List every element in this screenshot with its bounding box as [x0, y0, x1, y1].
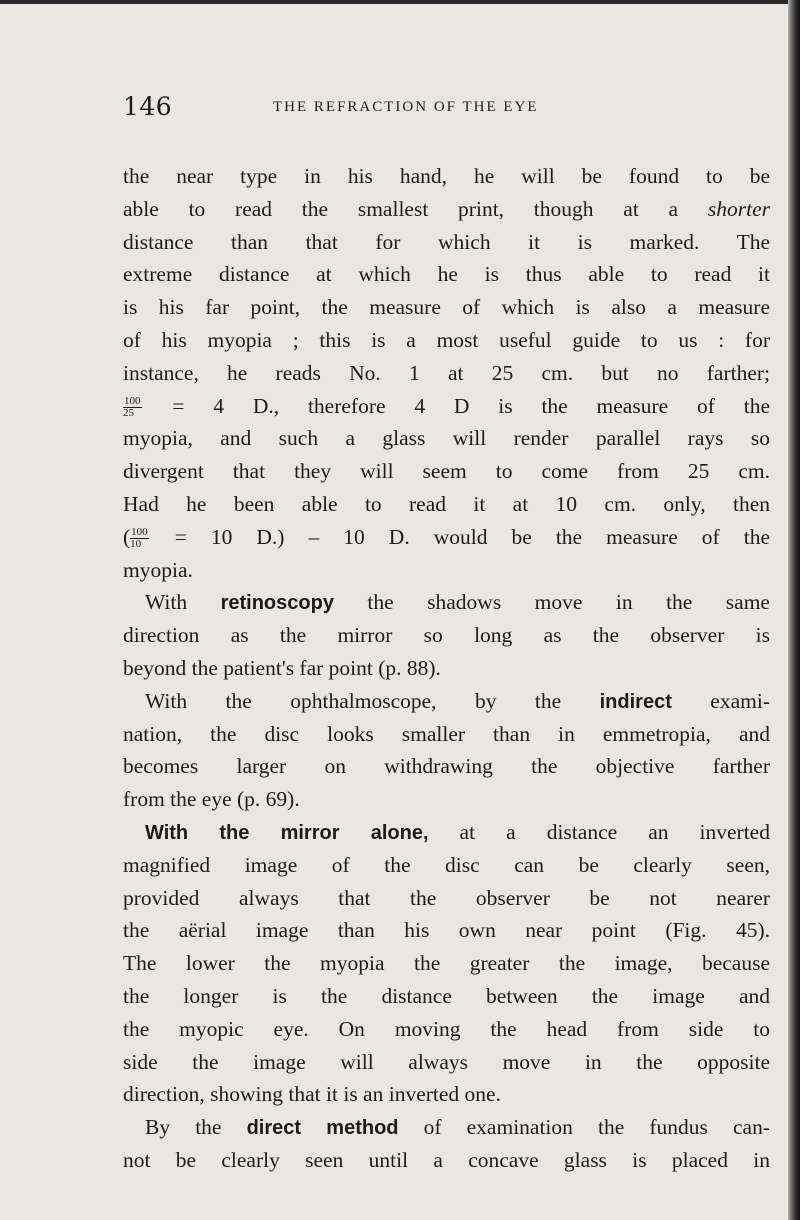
text-line: direction as the mirror so long as the observer is	[123, 623, 770, 648]
text-line: With the mirror alone, at a distance an inverted	[145, 819, 770, 844]
text-line: the near type in his hand, he will be found to be	[123, 164, 770, 188]
text-line: nation, the disc looks smaller than in emmetropia, and	[123, 721, 770, 746]
fraction-numerator: 100	[124, 394, 141, 407]
text-line: not be clearly seen until a concave glass is placed in	[123, 1147, 770, 1172]
text-line: the longer is the distance between the image and	[123, 983, 770, 1008]
text-line: distance than that for which it is marked. The	[123, 229, 770, 254]
body-text	[123, 160, 770, 1177]
text-line: from the eye (p. 69).	[123, 787, 300, 812]
text-line: becomes larger on withdrawing the objective farther	[123, 754, 770, 779]
bold-term: indirect	[599, 690, 672, 713]
running-head: THE REFRACTION OF THE EYE	[273, 99, 539, 115]
fraction	[123, 396, 142, 419]
text-line: myopia.	[123, 557, 193, 582]
text-line: instance, he reads No. 1 at 25 cm. but no farther;	[123, 360, 770, 385]
text-line: is his far point, the measure of which is also a measure	[123, 295, 770, 320]
text-line: Had he been able to read it at 10 cm. only, then	[123, 491, 770, 516]
text-line: side the image will always move in the opposite	[123, 1049, 770, 1074]
fraction	[130, 527, 149, 550]
text-line: myopia, and such a glass will render parallel rays so	[123, 426, 770, 451]
fraction-denominator: 10	[130, 537, 142, 550]
top-rule	[0, 0, 792, 4]
text-line: beyond the patient's far point (p. 88).	[123, 655, 441, 680]
fraction-denominator: 25	[123, 406, 134, 419]
text-line: extreme distance at which he is thus able to read it	[123, 262, 770, 287]
text-line: able to read the smallest print, though at a shorter	[123, 196, 770, 221]
text-line: ( $\frac{100}{10}$ = 10 D.) – 10 D. would be the measure of the	[123, 524, 770, 550]
text-line: With retinoscopy the shadows move in the same	[145, 590, 770, 615]
text-line: magnified image of the disc can be clearly seen,	[123, 852, 770, 877]
text-line: provided always that the observer be not nearer	[123, 885, 770, 910]
text-line: By the direct method of examination the fundus can-	[145, 1115, 770, 1140]
emphasis: shorter	[707, 196, 770, 221]
bold-term: retinoscopy	[220, 592, 334, 615]
text-line: The lower the myopia the greater the image, because	[123, 951, 770, 976]
text-line: direction, showing that it is an inverted one.	[123, 1082, 501, 1107]
bold-term: With the mirror alone,	[145, 821, 429, 844]
text-line: With the ophthalmoscope, by the indirect exami-	[145, 688, 770, 713]
page-header	[123, 92, 763, 132]
text-line: $\frac{100}{25}$ = 4 D., therefore 4 D is the measure of the	[123, 393, 770, 419]
page-number: 146	[123, 92, 173, 121]
fraction-numerator: 100	[131, 525, 148, 538]
bold-term: direct method	[246, 1117, 399, 1140]
text-line: the aërial image than his own near point (Fig. 45).	[123, 918, 770, 943]
text-line: divergent that they will seem to come from 25 cm.	[123, 459, 770, 484]
page-edge-shadow	[788, 0, 800, 1220]
text-line: the myopic eye. On moving the head from side to	[123, 1016, 770, 1041]
text-line: of his myopia ; this is a most useful guide to us : for	[123, 327, 770, 352]
